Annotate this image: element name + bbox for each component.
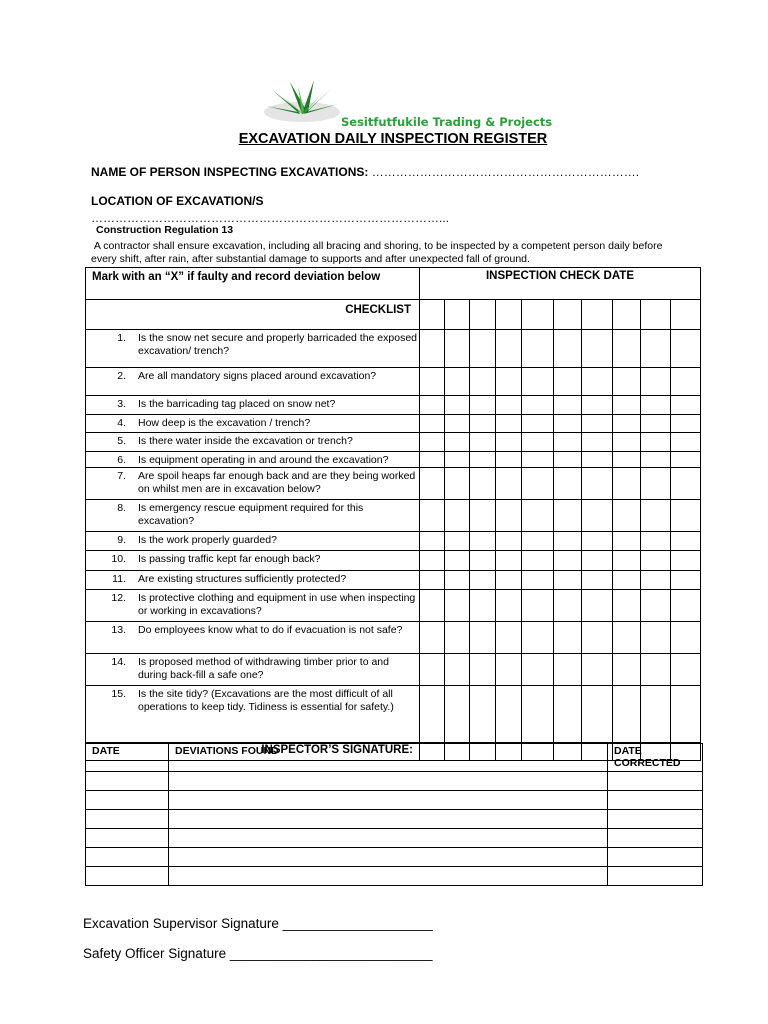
inspection-date-header: INSPECTION CHECK DATE	[420, 268, 701, 300]
question-cell	[86, 551, 420, 571]
check-cell[interactable]	[554, 415, 582, 433]
question-number: 5.	[117, 435, 126, 447]
check-cell[interactable]	[420, 686, 445, 743]
question-text: Are existing structures sufficiently protected?	[138, 573, 347, 585]
question-number: 6.	[117, 454, 126, 466]
check-cell[interactable]	[445, 571, 470, 590]
check-cell[interactable]	[522, 452, 554, 468]
check-cell[interactable]	[522, 415, 554, 433]
check-cell[interactable]	[470, 500, 496, 532]
checklist-label: CHECKLIST	[86, 300, 420, 330]
check-cell[interactable]	[554, 571, 582, 590]
check-cell[interactable]	[420, 571, 445, 590]
question-number: 13.	[111, 624, 126, 636]
check-cell[interactable]	[496, 330, 522, 368]
question-text: Do employees know what to do if evacuation is not safe?	[138, 624, 403, 636]
check-cell[interactable]	[522, 468, 554, 500]
question-row	[86, 415, 701, 433]
date-corrected-header: DATE CORRECTED	[608, 744, 703, 772]
check-cell[interactable]	[445, 551, 470, 571]
question-number: 11.	[112, 573, 126, 585]
question-number: 12.	[111, 592, 126, 604]
question-row	[86, 368, 701, 396]
question-text: Is there water inside the excavation or trench?	[138, 435, 353, 447]
check-cell[interactable]	[671, 452, 701, 468]
check-cell[interactable]	[420, 468, 445, 500]
supervisor-signature-line: Excavation Supervisor Signature ____________________	[83, 916, 433, 931]
check-cell[interactable]	[445, 622, 470, 654]
check-cell[interactable]	[445, 532, 470, 551]
check-cell[interactable]	[445, 330, 470, 368]
check-cell[interactable]	[522, 300, 554, 330]
question-number: 4.	[117, 417, 126, 429]
check-cell[interactable]	[554, 300, 582, 330]
check-cell[interactable]	[613, 571, 641, 590]
deviation-row	[86, 848, 703, 867]
deviation-text-cell[interactable]	[169, 867, 608, 886]
check-cell[interactable]	[582, 415, 613, 433]
question-cell	[86, 330, 420, 368]
check-cell[interactable]	[641, 415, 671, 433]
check-cell[interactable]	[554, 330, 582, 368]
check-cell[interactable]	[470, 654, 496, 686]
deviation-text-cell[interactable]	[169, 829, 608, 848]
deviation-date-cell[interactable]	[86, 829, 169, 848]
question-row	[86, 532, 701, 551]
check-cell[interactable]	[522, 622, 554, 654]
question-cell	[86, 654, 420, 686]
check-cell[interactable]	[420, 452, 445, 468]
check-cell[interactable]	[641, 654, 671, 686]
check-cell[interactable]	[445, 468, 470, 500]
check-cell[interactable]	[470, 590, 496, 622]
company-name: Sesitfutfukile Trading & Projects	[341, 115, 553, 129]
check-cell[interactable]	[522, 433, 554, 452]
check-cell[interactable]	[522, 532, 554, 551]
question-number: 7.	[117, 470, 126, 482]
check-cell[interactable]	[496, 396, 522, 415]
question-cell	[86, 686, 420, 743]
regulation-text: A contractor shall ensure excavation, including all bracing and shoring, to be inspected by a competent person daily before every shift, after rain, after substantial damage to supports and after unexpected fall of ground.	[91, 240, 663, 265]
check-cell[interactable]	[613, 551, 641, 571]
question-cell	[86, 571, 420, 590]
question-row	[86, 468, 701, 500]
deviation-date-cell[interactable]	[86, 810, 169, 829]
check-cell[interactable]	[445, 686, 470, 743]
question-number: 8.	[117, 502, 126, 514]
question-row	[86, 654, 701, 686]
check-cell[interactable]	[420, 433, 445, 452]
check-cell[interactable]	[420, 368, 445, 396]
check-cell[interactable]	[582, 500, 613, 532]
check-cell[interactable]	[582, 654, 613, 686]
check-cell[interactable]	[582, 468, 613, 500]
check-cell[interactable]	[613, 654, 641, 686]
check-cell[interactable]	[470, 686, 496, 743]
check-cell[interactable]	[641, 452, 671, 468]
question-number: 14.	[111, 656, 126, 668]
check-cell[interactable]	[470, 468, 496, 500]
question-row	[86, 452, 701, 468]
check-cell[interactable]	[496, 532, 522, 551]
check-cell[interactable]	[554, 500, 582, 532]
check-cell[interactable]	[671, 551, 701, 571]
deviation-date-cell[interactable]	[86, 791, 169, 810]
date-header: DATE	[86, 744, 169, 772]
question-cell	[86, 500, 420, 532]
check-cell[interactable]	[445, 433, 470, 452]
check-cell[interactable]	[445, 300, 470, 330]
check-cell[interactable]	[522, 368, 554, 396]
check-cell[interactable]	[554, 654, 582, 686]
check-cell[interactable]	[554, 551, 582, 571]
check-cell[interactable]	[496, 415, 522, 433]
check-cell[interactable]	[613, 468, 641, 500]
check-cell[interactable]	[582, 622, 613, 654]
check-cell[interactable]	[496, 468, 522, 500]
check-cell[interactable]	[445, 654, 470, 686]
check-cell[interactable]	[641, 551, 671, 571]
deviation-text-cell[interactable]	[169, 810, 608, 829]
question-text: How deep is the excavation / trench?	[138, 417, 311, 429]
check-cell[interactable]	[445, 590, 470, 622]
question-row	[86, 590, 701, 622]
deviation-row	[86, 791, 703, 810]
check-cell[interactable]	[470, 330, 496, 368]
check-cell[interactable]	[420, 590, 445, 622]
check-cell[interactable]	[641, 468, 671, 500]
check-cell[interactable]	[671, 396, 701, 415]
question-text: Is emergency rescue equipment required for this excavation?	[138, 502, 364, 527]
check-cell[interactable]	[470, 571, 496, 590]
question-cell	[86, 368, 420, 396]
check-cell[interactable]	[470, 300, 496, 330]
question-number: 15.	[111, 688, 126, 700]
deviation-corrected-cell[interactable]	[608, 772, 703, 791]
check-cell[interactable]	[420, 654, 445, 686]
check-cell[interactable]	[470, 415, 496, 433]
check-cell[interactable]	[671, 368, 701, 396]
check-cell[interactable]	[582, 368, 613, 396]
question-text: Is equipment operating in and around the excavation?	[138, 454, 389, 466]
check-cell[interactable]	[641, 532, 671, 551]
check-cell[interactable]	[582, 300, 613, 330]
check-cell[interactable]	[420, 500, 445, 532]
question-text: Is passing traffic kept far enough back?	[138, 553, 321, 565]
deviation-corrected-cell[interactable]	[608, 791, 703, 810]
check-cell[interactable]	[671, 500, 701, 532]
check-cell[interactable]	[671, 686, 701, 743]
inspector-name-label: NAME OF PERSON INSPECTING EXCAVATIONS:	[91, 165, 369, 179]
check-cell[interactable]	[496, 654, 522, 686]
check-cell[interactable]	[496, 622, 522, 654]
deviation-text-cell[interactable]	[169, 848, 608, 867]
check-cell[interactable]	[582, 532, 613, 551]
check-cell[interactable]	[420, 330, 445, 368]
question-row	[86, 396, 701, 415]
check-cell[interactable]	[445, 415, 470, 433]
deviation-corrected-cell[interactable]	[608, 848, 703, 867]
check-cell[interactable]	[641, 300, 671, 330]
check-cell[interactable]	[554, 433, 582, 452]
deviation-corrected-cell[interactable]	[608, 829, 703, 848]
check-cell[interactable]	[613, 300, 641, 330]
check-cell[interactable]	[554, 622, 582, 654]
question-cell	[86, 452, 420, 468]
safety-officer-signature-line: Safety Officer Signature ___________________________	[83, 946, 433, 961]
check-cell[interactable]	[641, 433, 671, 452]
question-row	[86, 622, 701, 654]
deviation-date-cell[interactable]	[86, 848, 169, 867]
check-cell[interactable]	[496, 368, 522, 396]
check-cell[interactable]	[671, 415, 701, 433]
company-logo	[262, 76, 342, 122]
check-cell[interactable]	[470, 551, 496, 571]
check-cell[interactable]	[613, 330, 641, 368]
location-dots: ……………………………………………………………………………...	[91, 211, 450, 225]
regulation-heading: Construction Regulation 13	[96, 224, 234, 236]
check-cell[interactable]	[522, 551, 554, 571]
check-cell[interactable]	[522, 571, 554, 590]
question-row	[86, 686, 701, 743]
mark-instruction: Mark with an “X” if faulty and record deviation below	[86, 268, 420, 300]
check-cell[interactable]	[641, 500, 671, 532]
check-cell[interactable]	[470, 433, 496, 452]
question-cell	[86, 590, 420, 622]
check-cell[interactable]	[582, 551, 613, 571]
check-cell[interactable]	[420, 551, 445, 571]
question-row	[86, 433, 701, 452]
deviation-row	[86, 867, 703, 886]
inspector-signature-label: INSPECTOR’S SIGNATURE:	[86, 743, 420, 761]
check-cell[interactable]	[613, 686, 641, 743]
check-cell[interactable]	[445, 396, 470, 415]
question-number: 10.	[111, 553, 126, 565]
check-cell[interactable]	[671, 330, 701, 368]
check-cell[interactable]	[671, 532, 701, 551]
check-cell[interactable]	[641, 571, 671, 590]
question-row	[86, 330, 701, 368]
deviation-date-cell[interactable]	[86, 772, 169, 791]
check-cell[interactable]	[641, 330, 671, 368]
check-cell[interactable]	[554, 396, 582, 415]
question-number: 9.	[117, 534, 126, 546]
checklist-table	[85, 267, 701, 761]
check-cell[interactable]	[671, 433, 701, 452]
check-cell[interactable]	[445, 368, 470, 396]
check-cell[interactable]	[613, 452, 641, 468]
deviations-found-header: DEVIATIONS FOUND	[169, 744, 608, 772]
question-text: Are all mandatory signs placed around excavation?	[138, 370, 377, 382]
check-cell[interactable]	[470, 532, 496, 551]
inspector-name-field	[91, 165, 639, 179]
check-cell[interactable]	[496, 452, 522, 468]
question-row	[86, 571, 701, 590]
check-cell[interactable]	[470, 622, 496, 654]
question-cell	[86, 468, 420, 500]
check-cell[interactable]	[496, 686, 522, 743]
question-text: Is the snow net secure and properly barricaded the exposed excavation/ trench?	[138, 332, 418, 357]
check-cell[interactable]	[641, 622, 671, 654]
check-cell[interactable]	[420, 532, 445, 551]
check-cell[interactable]	[613, 368, 641, 396]
check-cell[interactable]	[554, 590, 582, 622]
deviation-row	[86, 810, 703, 829]
check-cell[interactable]	[671, 622, 701, 654]
check-cell[interactable]	[671, 300, 701, 330]
deviations-table	[85, 743, 703, 886]
check-cell[interactable]	[613, 415, 641, 433]
check-cell[interactable]	[554, 532, 582, 551]
check-cell[interactable]	[613, 532, 641, 551]
check-cell[interactable]	[582, 330, 613, 368]
check-cell[interactable]	[496, 433, 522, 452]
deviation-text-cell[interactable]	[169, 772, 608, 791]
check-cell[interactable]	[522, 590, 554, 622]
deviation-corrected-cell[interactable]	[608, 810, 703, 829]
check-cell[interactable]	[470, 368, 496, 396]
question-number: 1.	[117, 332, 126, 344]
header-row	[86, 268, 701, 300]
check-cell[interactable]	[641, 686, 671, 743]
check-cell[interactable]	[613, 433, 641, 452]
question-cell	[86, 415, 420, 433]
check-cell[interactable]	[496, 551, 522, 571]
check-cell[interactable]	[522, 654, 554, 686]
question-text: Is the site tidy? (Excavations are the most difficult of all operations to keep tidy. Tidiness is essential for safety.)	[138, 688, 394, 713]
question-text: Is the work properly guarded?	[138, 534, 277, 546]
question-cell	[86, 396, 420, 415]
check-cell[interactable]	[470, 396, 496, 415]
checklist-row	[86, 300, 701, 330]
check-cell[interactable]	[496, 590, 522, 622]
check-cell[interactable]	[641, 590, 671, 622]
deviation-row	[86, 829, 703, 848]
question-cell	[86, 532, 420, 551]
question-number: 2.	[117, 370, 126, 382]
check-cell[interactable]	[671, 654, 701, 686]
check-cell[interactable]	[522, 396, 554, 415]
check-cell[interactable]	[445, 500, 470, 532]
check-cell[interactable]	[582, 433, 613, 452]
check-cell[interactable]	[445, 452, 470, 468]
check-cell[interactable]	[522, 686, 554, 743]
document-title: EXCAVATION DAILY INSPECTION REGISTER	[238, 131, 548, 147]
check-cell[interactable]	[554, 452, 582, 468]
check-cell[interactable]	[522, 330, 554, 368]
question-cell	[86, 433, 420, 452]
check-cell[interactable]	[582, 590, 613, 622]
deviations-header-row	[86, 744, 703, 772]
deviation-date-cell[interactable]	[86, 867, 169, 886]
check-cell[interactable]	[641, 396, 671, 415]
location-label: LOCATION OF EXCAVATION/S	[91, 194, 264, 208]
check-cell[interactable]	[420, 300, 445, 330]
check-cell[interactable]	[496, 500, 522, 532]
check-cell[interactable]	[641, 368, 671, 396]
check-cell[interactable]	[671, 468, 701, 500]
question-text: Is proposed method of withdrawing timber prior to and during back-fill a safe one?	[138, 656, 389, 681]
deviation-row	[86, 772, 703, 791]
question-row	[86, 500, 701, 532]
check-cell[interactable]	[613, 396, 641, 415]
question-cell	[86, 622, 420, 654]
check-cell[interactable]	[613, 622, 641, 654]
question-row	[86, 551, 701, 571]
check-cell[interactable]	[671, 590, 701, 622]
check-cell[interactable]	[671, 571, 701, 590]
check-cell[interactable]	[554, 368, 582, 396]
check-cell[interactable]	[496, 571, 522, 590]
deviation-corrected-cell[interactable]	[608, 867, 703, 886]
deviation-text-cell[interactable]	[169, 791, 608, 810]
check-cell[interactable]	[420, 415, 445, 433]
check-cell[interactable]	[420, 622, 445, 654]
check-cell[interactable]	[582, 452, 613, 468]
check-cell[interactable]	[582, 396, 613, 415]
question-number: 3.	[117, 398, 126, 410]
check-cell[interactable]	[582, 686, 613, 743]
check-cell[interactable]	[554, 468, 582, 500]
question-text: Is protective clothing and equipment in use when inspecting or working in excavations?	[138, 592, 416, 617]
check-cell[interactable]	[496, 300, 522, 330]
check-cell[interactable]	[522, 500, 554, 532]
check-cell[interactable]	[420, 396, 445, 415]
check-cell[interactable]	[470, 452, 496, 468]
inspector-name-dots: ………………………………………………………….	[371, 165, 640, 179]
check-cell[interactable]	[554, 686, 582, 743]
check-cell[interactable]	[613, 590, 641, 622]
check-cell[interactable]	[582, 571, 613, 590]
question-text: Is the barricading tag placed on snow net?	[138, 398, 336, 410]
check-cell[interactable]	[613, 500, 641, 532]
question-text: Are spoil heaps far enough back and are they being worked on whilst men are in excavation below?	[138, 470, 416, 495]
